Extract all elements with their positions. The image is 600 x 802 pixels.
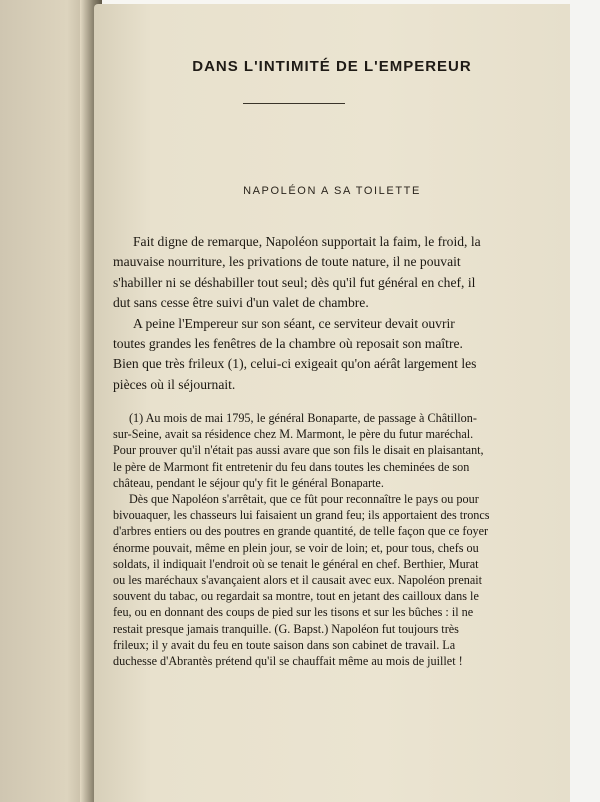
body-text <box>113 232 485 395</box>
header-rule <box>243 103 345 104</box>
body-paragraph: Fait digne de remarque, Napoléon supportait la faim, le froid, la mauvaise nourriture, les privations de toute nature, il ne pouvait s'habiller ni se déshabiller tout seul; dès qu'il fut général en chef, il dut sans cesse être suivi d'un valet de chambre. <box>113 234 481 311</box>
book-page <box>94 4 570 802</box>
footnote-paragraph: (1) Au mois de mai 1795, le général Bonaparte, de passage à Châtillon-sur-Seine, avait sa résidence chez M. Marmont, le père du futur maréchal. Pour prouver qu'il n'était pas aussi avare que son fils le disait en plaisantant, le père de Marmont fit entretenir du feu dans toutes les cheminées de son château, pendant le séjour qu'y fit le général Bonaparte. <box>113 411 484 490</box>
background <box>570 0 600 802</box>
running-head: DANS L'INTIMITÉ DE L'EMPEREUR <box>192 58 472 75</box>
footnote-paragraph: Dès que Napoléon s'arrêtait, que ce fût pour reconnaître le pays ou pour bivouaquer, les chasseurs lui faisaient un grand feu; ils apportaient des troncs d'arbres entiers ou des poutres en grande quantité, de telle façon que ce foyer énorme pouvait, même en plein jour, se voir de loin; et, pour tous, chefs ou soldats, il indiquait l'endroit où se tenait le général en chef. Berthier, Murat ou les maréchaux s'avançaient alors et il causait avec eux. Napoléon prenait souvent du tabac, ou regardait sa montre, tout en jetant des cailloux dans le feu, ou en donnant des coups de pied sur les tisons et sur les bûches : il ne restait presque jamais tranquille. (G. Bapst.) Napoléon fut toujours très frileux; il y avait du feu en toute saison dans son cabinet de travail. La duchesse d'Abrantès prétend qu'il se chauffait même au mois de juillet ! <box>113 492 490 669</box>
section-title: NAPOLÉON A SA TOILETTE <box>243 185 421 197</box>
body-paragraph: A peine l'Empereur sur son séant, ce serviteur devait ouvrir toutes grandes les fenêtres de la chambre où reposait son maître. Bien que très frileux (1), celui-ci exigeait qu'on aérât largement les pièces où il séjournait. <box>113 315 477 392</box>
footnote <box>113 410 493 669</box>
